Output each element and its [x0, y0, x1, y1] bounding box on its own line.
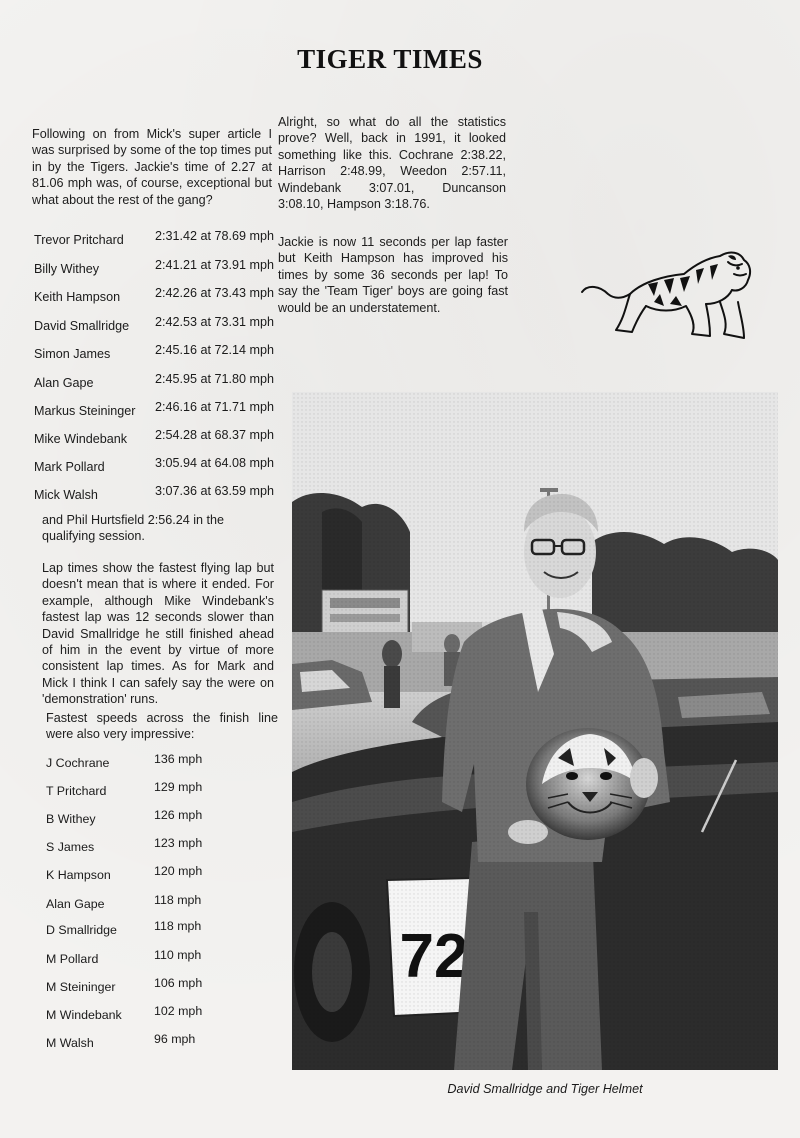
lap-time: 2:42.53 at 73.31 mph — [154, 315, 274, 329]
driver-name: M Windebank — [46, 1008, 122, 1022]
speed-row — [46, 919, 226, 937]
speed-value: 136 mph — [154, 752, 203, 766]
lap-time: 2:54.28 at 68.37 mph — [154, 428, 274, 442]
driver-name: T Pritchard — [46, 784, 107, 798]
lap-time-row — [34, 456, 284, 478]
tiger-helmet-photo — [292, 392, 778, 1070]
speed-row — [46, 808, 226, 826]
driver-name: S James — [46, 840, 95, 854]
driver-name: Mick Walsh — [34, 488, 98, 502]
speed-row — [46, 780, 226, 798]
lap-explanation-paragraph: Lap times show the fastest flying lap but doesn't mean that is where it ended. For example, although Mike Windebank's fastest lap was 12 seconds slower than David Smallridge he still finished ahead of him in the event by virtue of more consistent lap times. As for Mark and Mick I think I can safely say the were on 'demonstration' runs. — [42, 561, 274, 707]
speed-value: 120 mph — [154, 864, 203, 878]
speed-row — [46, 752, 226, 770]
driver-name: Alan Gape — [46, 897, 105, 911]
driver-name: D Smallridge — [46, 923, 117, 937]
driver-name: M Steininger — [46, 980, 116, 994]
driver-name: M Pollard — [46, 952, 99, 966]
intro-paragraph: Following on from Mick's super article I was surprised by some of the top times put in by the Tigers. Jackie's time of 2.27 at 81.06 mph was, of course, exceptional but what about the rest of the gang? — [32, 127, 272, 207]
lap-time: 2:41.21 at 73.91 mph — [154, 258, 274, 272]
speed-value: 106 mph — [154, 976, 203, 990]
speed-row — [46, 1032, 226, 1050]
lap-time: 3:07.36 at 63.59 mph — [154, 484, 274, 498]
lap-time-row — [34, 258, 284, 280]
lap-time-row — [34, 484, 284, 506]
driver-name: Mark Pollard — [34, 460, 105, 474]
speed-value: 102 mph — [154, 1004, 203, 1018]
speeds-intro: Fastest speeds across the finish line were also very impressive: — [46, 711, 278, 742]
driver-name: David Smallridge — [34, 319, 130, 333]
driver-name: Simon James — [34, 347, 111, 361]
lap-time: 2:42.26 at 73.43 mph — [154, 286, 274, 300]
speed-row — [46, 864, 226, 882]
driver-name: Alan Gape — [34, 376, 94, 390]
statistics-paragraph: Alright, so what do all the statistics prove? Well, back in 1991, it looked something like this. Cochrane 2:38.22, Harrison 2:48.99, Weedon 2:57.11, Windebank 3:07.01, Duncanson 3:08.10, Hampson 3:18.76. — [278, 115, 506, 212]
speed-row — [46, 1004, 226, 1022]
lap-time-row — [34, 229, 284, 251]
driver-name: K Hampson — [46, 868, 111, 882]
lap-time-row — [34, 343, 284, 365]
driver-name: B Withey — [46, 812, 96, 826]
lap-time-row — [34, 372, 284, 394]
lap-time-row — [34, 400, 284, 422]
photo-caption: David Smallridge and Tiger Helmet — [447, 1082, 643, 1096]
driver-name: Billy Withey — [34, 262, 100, 276]
jackie-paragraph: Jackie is now 11 seconds per lap faster but Keith Hampson has improved his times by some 36 seconds per lap! To say the 'Team Tiger' boys are going fast would be an understatement. — [278, 235, 508, 315]
lap-time-row — [34, 315, 284, 337]
qualifying-note: and Phil Hurtsfield 2:56.24 in the qualifying session. — [42, 513, 225, 544]
speed-value: 126 mph — [154, 808, 203, 822]
lap-time: 3:05.94 at 64.08 mph — [154, 456, 274, 470]
speed-row — [46, 948, 226, 966]
lap-time: 2:46.16 at 71.71 mph — [154, 400, 274, 414]
driver-name: Trevor Pritchard — [34, 233, 124, 247]
lap-time: 2:31.42 at 78.69 mph — [154, 229, 274, 243]
tiger-drawing-icon — [578, 244, 762, 344]
speed-value: 96 mph — [154, 1032, 196, 1046]
lap-time: 2:45.95 at 71.80 mph — [154, 372, 274, 386]
speed-value: 110 mph — [154, 948, 202, 962]
driver-name: M Walsh — [46, 1036, 94, 1050]
driver-name: Mike Windebank — [34, 432, 128, 446]
speed-row — [46, 836, 226, 854]
driver-name: J Cochrane — [46, 756, 110, 770]
lap-time-row — [34, 428, 284, 450]
driver-name: Markus Steininger — [34, 404, 136, 418]
speed-value: 118 mph — [154, 919, 202, 933]
speed-value: 123 mph — [154, 836, 203, 850]
speed-value: 118 mph — [154, 893, 202, 907]
lap-time: 2:45.16 at 72.14 mph — [154, 343, 274, 357]
speed-row — [46, 893, 226, 911]
speed-row — [46, 976, 226, 994]
speed-value: 129 mph — [154, 780, 203, 794]
page-title: TIGER TIMES — [297, 44, 483, 74]
driver-name: Keith Hampson — [34, 290, 121, 304]
lap-time-row — [34, 286, 284, 308]
